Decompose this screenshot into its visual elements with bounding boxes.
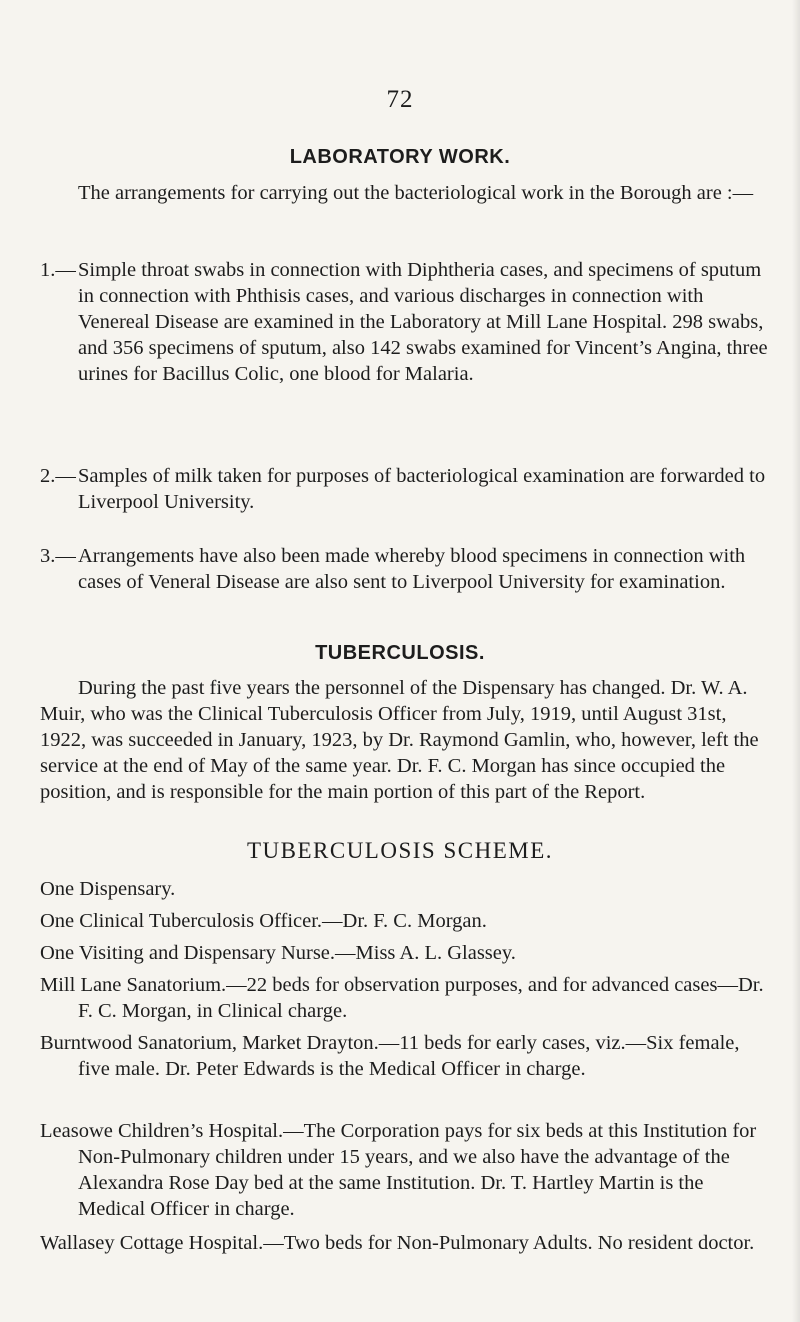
scheme-item: One Visiting and Dispensary Nurse.—Miss A. L. Glassey. [40, 942, 516, 964]
scheme-item: Burntwood Sanatorium, Market Drayton.—11 beds for early cases, viz.—Six female, five male. Dr. Peter Edwards is the Medical Officer in charge. [40, 1032, 740, 1080]
tuberculosis-heading: TUBERCULOSIS. [315, 642, 485, 664]
scheme-item: Wallasey Cottage Hospital.—Two beds for Non-Pulmonary Adults. No resident doctor. [40, 1232, 755, 1254]
page-number: 72 [386, 86, 414, 113]
tuberculosis-paragraph: During the past five years the personnel of the Dispensary has changed. Dr. W. A. Muir, who was the Clinical Tuberculosis Officer from July, 1919, until August 31st, 1922, was succeeded in January, 1923, by Dr. Raymond Gamlin, who, however, left the service at the end of May of the same year. Dr. F. C. Morgan has since occupied the position, and is responsible for the main portion of this part of the Report. [40, 677, 759, 803]
scheme-item: Mill Lane Sanatorium.—22 beds for observation purposes, and for advanced cases—Dr. F. C. Morgan, in Clinical charge. [40, 974, 764, 1022]
item-number: 2.— [40, 465, 76, 487]
laboratory-item-1 [40, 257, 770, 387]
item-number: 3.— [40, 545, 76, 567]
item-text: Arrangements have also been made whereby blood specimens in connection with cases of Veneral Disease are also sent to Liverpool University for examination. [78, 545, 746, 593]
page-edge-shadow [792, 0, 800, 1322]
item-number: 1.— [40, 259, 76, 281]
item-text: Samples of milk taken for purposes of bacteriological examination are forwarded to Liverpool University. [78, 465, 766, 513]
scheme-item: One Dispensary. [40, 878, 176, 900]
laboratory-item-3 [40, 543, 770, 595]
scheme-heading: TUBERCULOSIS SCHEME. [246, 838, 554, 863]
laboratory-item-2 [40, 463, 770, 515]
laboratory-heading: LABORATORY WORK. [289, 146, 511, 168]
laboratory-intro: The arrangements for carrying out the bacteriological work in the Borough are :— [78, 182, 754, 204]
scheme-item: Leasowe Children’s Hospital.—The Corporation pays for six beds at this Institution for Non-Pulmonary children under 15 years, and we also have the advantage of the Alexandra Rose Day bed at the same Institution. Dr. T. Hartley Martin is the Medical Officer in charge. [40, 1120, 757, 1220]
scheme-item: One Clinical Tuberculosis Officer.—Dr. F. C. Morgan. [40, 910, 487, 932]
item-text: Simple throat swabs in connection with Diphtheria cases, and specimens of sputum in connection with Phthisis cases, and various discharges in connection with Venereal Disease are examined in the Laboratory at Mill Lane Hospital. 298 swabs, and 356 specimens of sputum, also 142 swabs examined for Vincent’s Angina, three urines for Bacillus Colic, one blood for Malaria. [78, 259, 768, 385]
